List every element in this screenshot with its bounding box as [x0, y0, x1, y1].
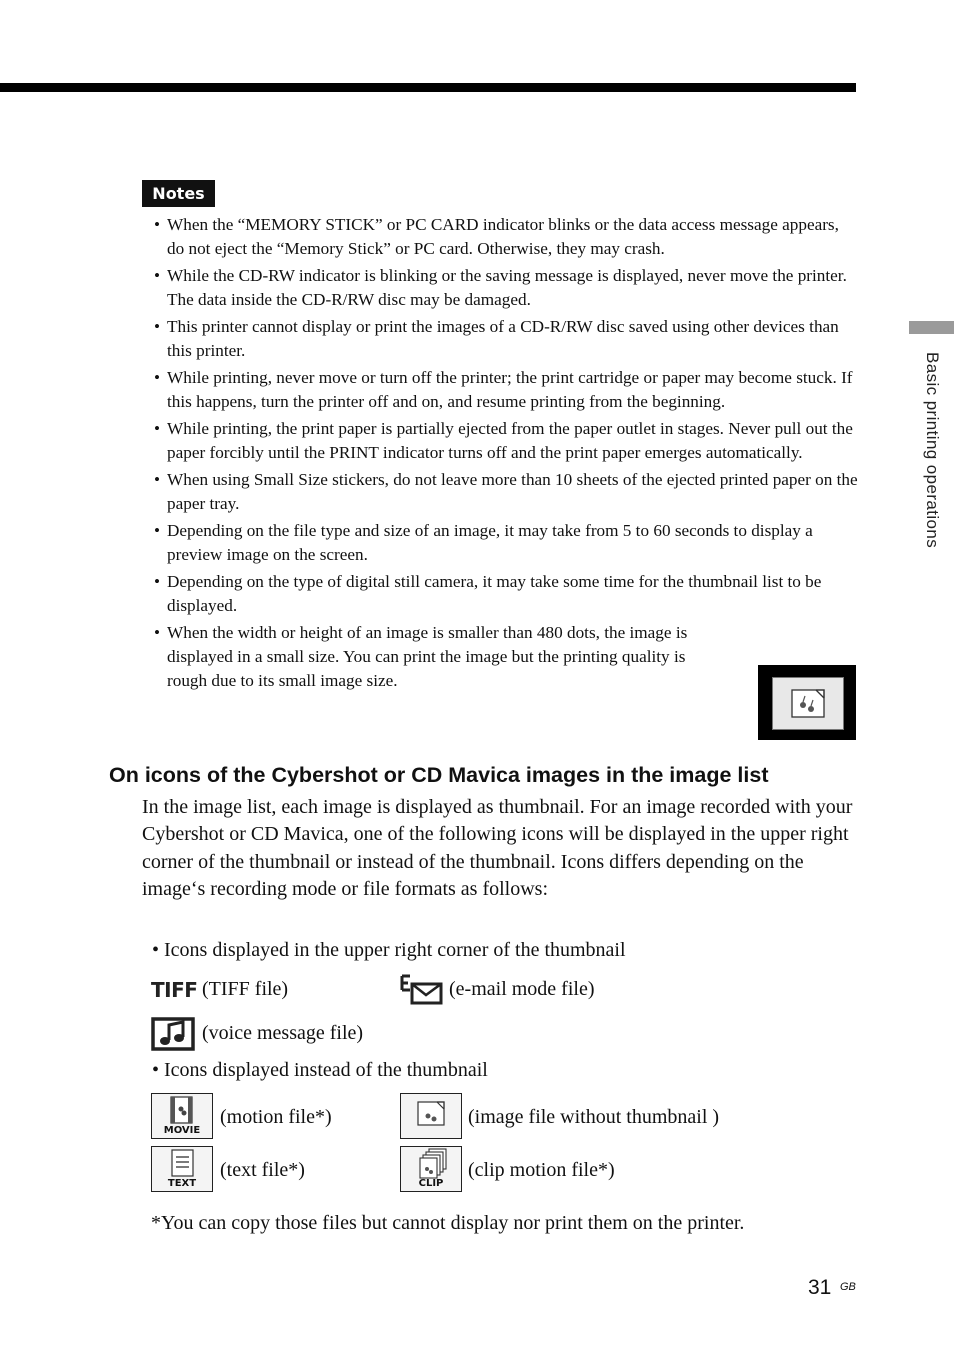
- small-image-frame: [772, 677, 844, 730]
- clip-motion-label: (clip motion file*): [468, 1159, 615, 1181]
- voice-message-label: (voice message file): [202, 1022, 364, 1044]
- image-without-thumbnail-label: (image file without thumbnail ): [468, 1106, 720, 1128]
- page-region-code: GB: [840, 1281, 856, 1293]
- tiff-icon: TIFF: [151, 978, 198, 1002]
- notes-list: [154, 213, 859, 696]
- notes-badge: Notes: [142, 180, 215, 207]
- note-item: • While printing, never move or turn off the printer; the print cartridge or paper may become stuck. If this happens, turn the printer off and on, and resume printing from the beginning.: [154, 366, 859, 414]
- note-item: • When the “MEMORY STICK” or PC CARD indicator blinks or the data access message appears, do not eject the “Memory Stick” or PC card. Otherwise, they may crash.: [154, 213, 859, 261]
- footnote: *You can copy those files but cannot display nor print them on the printer.: [151, 1212, 745, 1234]
- email-mode-icon: [400, 974, 444, 1006]
- section-tab-marker: [909, 321, 954, 334]
- voice-message-icon: [151, 1016, 196, 1052]
- bullet-instead-icons: • Icons displayed instead of the thumbnail: [152, 1059, 488, 1081]
- text-file-icon: [151, 1146, 213, 1192]
- text-caption: TEXT: [167, 1178, 197, 1189]
- page-number: 31: [808, 1276, 832, 1299]
- section-tab-label: Basic printing operations: [923, 352, 942, 549]
- note-item: • This printer cannot display or print the images of a CD-R/RW disc saved using other devices than this printer.: [154, 315, 859, 363]
- clip-caption: CLIP: [418, 1178, 444, 1189]
- note-item: • Depending on the type of digital still camera, it may take some time for the thumbnail list to be displayed.: [154, 570, 859, 618]
- image-placeholder-icon: [773, 678, 843, 729]
- movie-file-label: (motion file*): [220, 1106, 332, 1128]
- movie-file-icon: [151, 1093, 213, 1139]
- top-rule: [0, 83, 856, 92]
- section-heading: On icons of the Cybershot or CD Mavica images in the image list: [109, 763, 769, 787]
- email-mode-label: (e-mail mode file): [449, 978, 595, 1000]
- small-image-thumbnail: [758, 665, 856, 740]
- image-without-thumbnail-icon: [400, 1093, 462, 1139]
- intro-paragraph: In the image list, each image is displayed as thumbnail. For an image recorded with your Cybershot or CD Mavica, one of the following icons will be displayed in the upper right corner of the thumbnail or instead of the thumbnail. Icons differs depending on the image‘s recording mode or file formats as follows:: [142, 796, 853, 900]
- note-item: • While the CD-RW indicator is blinking or the saving message is displayed, never move the printer. The data inside the CD-R/RW disc may be damaged.: [154, 264, 859, 312]
- note-item: • While printing, the print paper is partially ejected from the paper outlet in stages. Never pull out the paper forcibly until the PRINT indicator turns off and the print paper emerges automatically.: [154, 417, 859, 465]
- note-item: • When the width or height of an image is smaller than 480 dots, the image is displayed in a small size. You can print the image but the printing quality is rough due to its small image size.: [154, 621, 712, 693]
- text-file-label: (text file*): [220, 1159, 305, 1181]
- note-item: • Depending on the file type and size of an image, it may take from 5 to 60 seconds to display a preview image on the screen.: [154, 519, 859, 567]
- tiff-label: (TIFF file): [202, 978, 289, 1000]
- clip-motion-icon: [400, 1146, 462, 1192]
- note-item: • When using Small Size stickers, do not leave more than 10 sheets of the ejected printed paper on the paper tray.: [154, 468, 859, 516]
- bullet-corner-icons: • Icons displayed in the upper right corner of the thumbnail: [152, 939, 626, 961]
- movie-caption: MOVIE: [163, 1125, 201, 1136]
